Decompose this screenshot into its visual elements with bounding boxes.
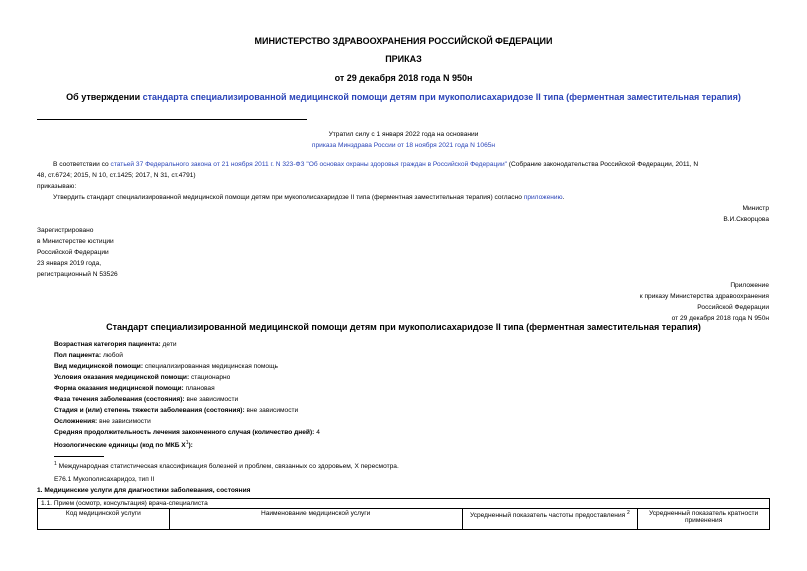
registration-line-1: Зарегистрировано (37, 227, 94, 234)
appendix-line-4: от 29 декабря 2018 года N 950н (671, 315, 769, 322)
status-line: Утратил силу с 1 января 2022 года на основании (328, 131, 479, 138)
ministry-heading: МИНИСТЕРСТВО ЗДРАВООХРАНЕНИЯ РОССИЙСКОЙ ФЕДЕРАЦИИ (254, 36, 553, 46)
field-label: Осложнения: (54, 418, 98, 425)
field-label: Фаза течения заболевания (состояния): (54, 396, 185, 403)
field-value: ): (188, 442, 193, 450)
table-subheader-row (38, 499, 770, 509)
standard-title: Стандарт специализированной медицинской помощи детям при мукополисахаридозе II типа (ферментная заместительная терапия) (106, 322, 701, 332)
registration-line-4: 23 января 2019 года, (37, 260, 102, 267)
field-form (54, 383, 215, 394)
appendix-line-2: к приказу Министерства здравоохранения (639, 293, 769, 300)
registration-line-2: в Министерстве юстиции (37, 238, 114, 245)
field-label: Условия оказания медицинской помощи: (54, 374, 190, 381)
registration-line-3: Российской Федерации (37, 249, 109, 256)
order-title (0, 92, 807, 102)
field-label: Стадия и (или) степень тяжести заболевания (состояния): (54, 407, 245, 414)
col-header-code: Код медицинской услуги (38, 509, 170, 530)
field-value: плановая (183, 385, 215, 392)
footnote-text: Международная статистическая классификация болезней и проблем, связанных со здоровьем, X пересмотра. (58, 463, 399, 471)
field-value: вне зависимости (97, 418, 151, 425)
field-label: Вид медицинской помощи: (54, 363, 144, 370)
field-label: Возрастная категория пациента: (54, 341, 161, 348)
standard-title-link[interactable]: стандарта специализированной медицинской помощи детям при мукополисахаридозе II типа (ферментная заместительная терапия) (142, 92, 741, 102)
order-title-prefix: Об утверждении (66, 92, 143, 102)
field-nosology (54, 438, 193, 451)
field-care-type (54, 361, 278, 372)
section-heading: 1. Медицинские услуги для диагностики заболевания, состояния (37, 487, 251, 494)
appendix-link[interactable]: приложению (523, 194, 563, 201)
field-value: вне зависимости (184, 396, 239, 403)
signature-name: В.И.Скворцова (723, 216, 769, 223)
field-age (54, 339, 177, 350)
approve-text: Утвердить стандарт специализированной медицинской помощи детям при мукополисахаридозе II типа (ферментная заместительная терапия) согласно (53, 194, 524, 201)
services-table (37, 498, 770, 530)
approve-paragraph (53, 192, 564, 203)
order-type-heading: ПРИКАЗ (385, 54, 422, 64)
footnote-divider (54, 456, 104, 457)
status-link-line (0, 140, 807, 151)
field-value: стационарно (189, 374, 231, 381)
nosology-code: E76.1 Мукополисахаридоз, тип II (54, 476, 155, 483)
order-word: приказываю: (37, 183, 77, 190)
field-sex (54, 350, 123, 361)
col-header-multiplicity: Усредненный показатель кратности применения (638, 509, 770, 530)
registration-line-5: регистрационный N 53526 (37, 271, 118, 278)
field-phase (54, 394, 238, 405)
field-value: специализированная медицинская помощь (143, 363, 278, 370)
field-complications (54, 416, 151, 427)
field-value: дети (160, 341, 177, 348)
table-header-row (38, 509, 770, 530)
header-divider (37, 119, 307, 120)
col-header-frequency (462, 509, 638, 530)
field-label: Средняя продолжительность лечения законченного случая (количество дней): (54, 429, 315, 436)
approve-end: . (562, 194, 565, 201)
preamble-start: В соответствии со (53, 161, 111, 168)
field-value: 4 (314, 429, 320, 436)
footnote-ref-2: 2 (627, 510, 630, 516)
col-header-frequency-label: Усредненный показатель частоты предоставления (469, 512, 628, 520)
field-conditions (54, 372, 230, 383)
appendix-line-1: Приложение (730, 282, 769, 289)
field-label: Нозологические единицы (код по МКБ X (54, 442, 186, 450)
footnote (54, 459, 399, 472)
federal-law-link[interactable]: статьей 37 Федерального закона от 21 ноября 2011 г. N 323-ФЗ "Об основах охраны здоровья граждан в Российской Федерации" (110, 161, 507, 168)
repeal-order-link[interactable]: приказа Минздрава России от 18 ноября 2021 года N 1065н (311, 142, 496, 149)
col-header-name: Наименование медицинской услуги (169, 509, 462, 530)
footnote-mark: 1 (54, 461, 57, 467)
field-value: любой (101, 352, 123, 359)
preamble-line-2: 48, ст.6724; 2015, N 10, ст.1425; 2017, N 31, ст.4791) (37, 172, 196, 179)
appendix-line-3: Российской Федерации (697, 304, 769, 311)
field-label: Форма оказания медицинской помощи: (54, 385, 184, 392)
preamble-end: (Собрание законодательства Российской Федерации, 2011, N (506, 161, 699, 168)
preamble-line-1 (53, 159, 698, 170)
footnote-ref: 1 (185, 440, 189, 446)
field-value: вне зависимости (244, 407, 299, 414)
table-subheader: 1.1. Прием (осмотр, консультация) врача-специалиста (38, 499, 770, 509)
order-date-heading: от 29 декабря 2018 года N 950н (334, 73, 473, 83)
field-label: Пол пациента: (54, 352, 102, 359)
field-duration (54, 427, 320, 438)
signature-position: Министр (742, 205, 769, 212)
field-stage (54, 405, 298, 416)
